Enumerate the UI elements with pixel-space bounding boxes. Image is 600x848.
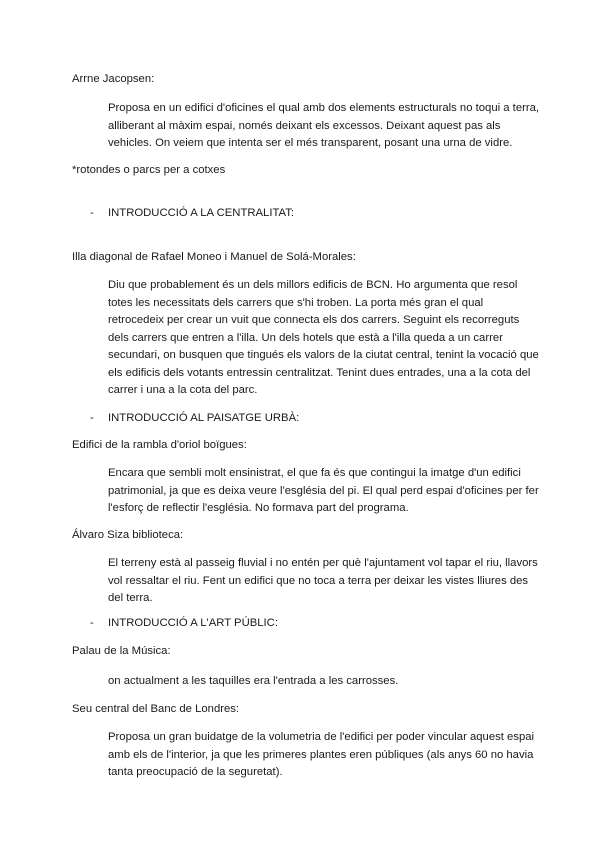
heading-arne-jacobsen: Arrne Jacopsen: <box>72 73 155 85</box>
heading-banc-londres: Seu central del Banc de Londres: <box>72 703 240 715</box>
paragraph-siza: El terreny està al passeig fluvial i no entén per què l'ajuntament vol tapar el riu, llavors vol ressaltar el riu. Fent un edifici que no toca a terra per deixar les vistes lliures des del terra. <box>108 557 538 604</box>
heading-illa-diagonal: Illa diagonal de Rafael Moneo i Manuel de Solá-Morales: <box>72 251 356 263</box>
bullet-dash: - <box>90 412 94 424</box>
paragraph-jacobsen: Proposa en un edifici d'oficines el qual amb dos elements estructurals no toqui a terra, alliberant al màxim espai, només deixant els excessos. Deixant aquest pas als vehicles. On veiem que intenta ser el més transparent, posant una urna de vidre. <box>108 102 540 149</box>
paragraph-palau-musica: on actualment a les taquilles era l'entrada a les carrosses. <box>108 675 399 687</box>
paragraph-banc-londres: Proposa un gran buidatge de la volumetria de l'edifici per poder vincular aquest espai amb els de l'interior, ja que les primeres plantes eren públiques (als anys 60 no havia tanta preocupació de la seguretat). <box>108 731 535 778</box>
section-title: INTRODUCCIÓ A L'ART PÚBLIC: <box>108 617 278 629</box>
bullet-dash: - <box>90 207 94 219</box>
paragraph-rambla: Encara que sembli molt ensinistrat, el que fa és que contingui la imatge d'un edifici patrimonial, ja que es deixa veure l'església del pi. El qual perd espai d'oficines per fer l'esforç de reflectir l'església. No formava part del programa. <box>108 467 539 514</box>
paragraph-illa-diagonal: Diu que probablement és un dels millors edificis de BCN. Ho argumenta que resol totes les necessitats dels carrers que s'hi troben. La porta més gran el qual retrocedeix per crear un vuit que connecta els dos carrers. Seguint els recorreguts dels carrers que entren a l'illa. Un dels hotels que està a l'illa queda a un carrer secundari, on busquen que tingués els valors de la ciutat central, tenint la vocació que els edificis dels votants entressin centralitzat. Tenint dues entrades, una a la cota del carrer i una a la cota del parc. <box>108 279 539 396</box>
heading-rambla: Edifici de la rambla d'oriol boïgues: <box>72 439 247 451</box>
heading-palau-musica: Palau de la Música: <box>72 645 171 657</box>
section-title: INTRODUCCIÓ A LA CENTRALITAT: <box>108 207 295 219</box>
note-rotondes: *rotondes o parcs per a cotxes <box>72 164 226 176</box>
bullet-dash: - <box>90 617 94 629</box>
section-title: INTRODUCCIÓ AL PAISATGE URBÀ: <box>108 412 300 424</box>
heading-siza: Álvaro Siza biblioteca: <box>72 529 184 541</box>
